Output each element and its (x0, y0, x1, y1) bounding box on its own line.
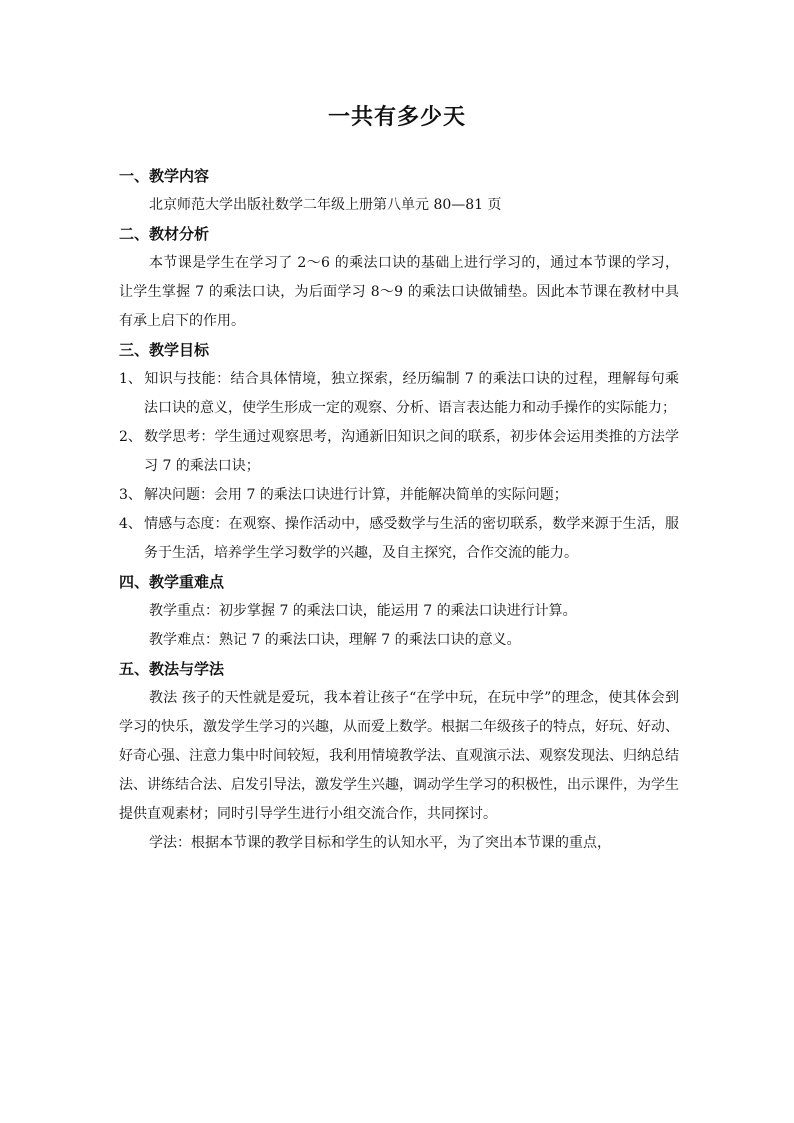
section-analysis-text: 本节课是学生在学习了 2～6 的乘法口诀的基础上进行学习的，通过本节课的学习，让学生掌握 7 的乘法口诀，为后面学习 8～9 的乘法口诀做铺垫。因此本节课在教材中具有承上启下的作用。 (119, 255, 679, 329)
section-heading-content: 一、教学内容 (119, 167, 210, 185)
section-content-text: 北京师范大学出版社数学二年级上册第八单元 80—81 页 (149, 197, 502, 213)
goal-item (119, 510, 679, 568)
document-body (119, 162, 679, 858)
goal-number: 4、 (119, 516, 142, 532)
section-heading-analysis: 二、教材分析 (119, 225, 210, 243)
goal-text: 情感与态度：在观察、操作活动中，感受数学与生活的密切联系，数学来源于生活，服务于生活，培养学生学习数学的兴趣，及自主探究，合作交流的能力。 (144, 516, 679, 561)
goal-number: 1、 (119, 371, 142, 387)
goal-number: 2、 (119, 429, 142, 445)
goal-item (119, 365, 679, 423)
section-heading-key-points: 四、教学重难点 (119, 573, 225, 591)
document-title: 一共有多少天 (327, 105, 466, 130)
learning-method-text: 学法：根据本节课的教学目标和学生的认知水平，为了突出本节课的重点， (149, 835, 611, 851)
teaching-method-text: 教法 孩子的天性就是爱玩，我本着让孩子“在学中玩，在玩中学”的理念，使其体会到学习的快乐，激发学生学习的兴趣，从而爱上数学。根据二年级孩子的特点，好玩、好动、好奇心强、注意力集中时间较短，我利用情境教学法、直观演示法、观察发现法、归纳总结法、讲练结合法、启发引导法，激发学生兴趣，调动学生学习的积极性，出示课件，为学生提供直观素材；同时引导学生进行小组交流合作，共同探讨。 (119, 690, 679, 822)
key-point-text: 教学重点：初步掌握 7 的乘法口诀，能运用 7 的乘法口诀进行计算。 (149, 603, 577, 619)
goal-text: 解决问题：会用 7 的乘法口诀进行计算，并能解决简单的实际问题； (144, 487, 568, 503)
goal-item (119, 481, 679, 510)
section-heading-methods: 五、教法与学法 (119, 660, 225, 678)
section-heading-goals: 三、教学目标 (119, 341, 210, 359)
goal-number: 3、 (119, 487, 142, 503)
goal-item (119, 423, 679, 481)
difficult-point-text: 教学难点：熟记 7 的乘法口诀，理解 7 的乘法口诀的意义。 (149, 632, 521, 648)
goal-text: 数学思考：学生通过观察思考，沟通新旧知识之间的联系，初步体会运用类推的方法学习 7 的乘法口诀； (144, 429, 679, 474)
goal-text: 知识与技能：结合具体情境，独立探索，经历编制 7 的乘法口诀的过程，理解每句乘法口诀的意义，使学生形成一定的观察、分析、语言表达能力和动手操作的实际能力； (144, 371, 679, 416)
